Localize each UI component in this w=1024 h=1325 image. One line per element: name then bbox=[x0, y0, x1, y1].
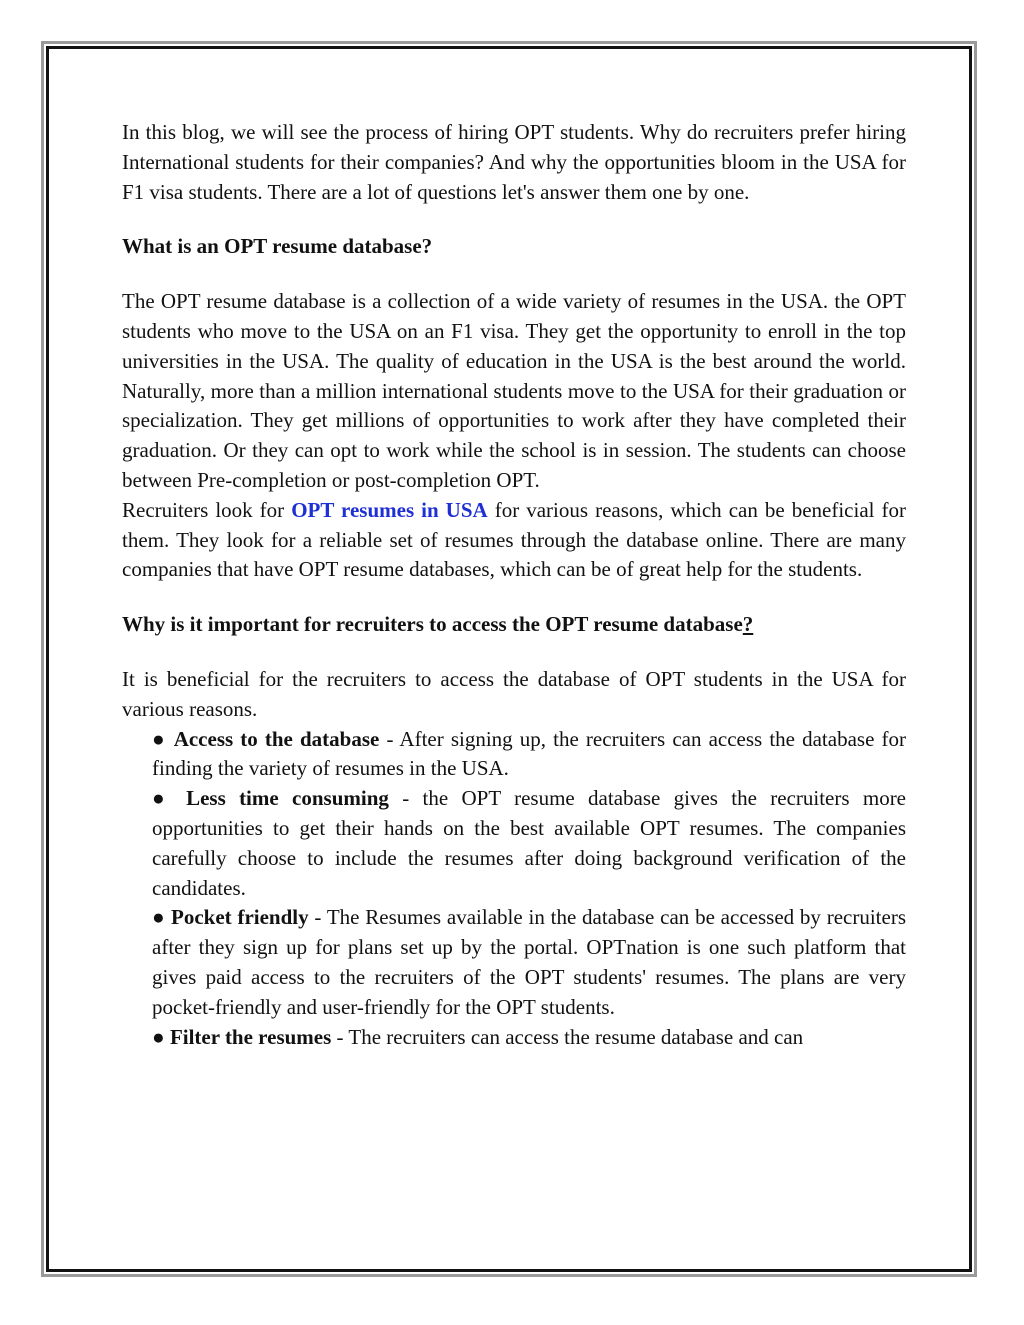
benefits-list bbox=[122, 725, 906, 1053]
bullet-icon: ● bbox=[152, 905, 166, 930]
bullet-icon: ● bbox=[152, 1024, 165, 1049]
list-item bbox=[152, 1023, 906, 1053]
list-item bbox=[152, 784, 906, 903]
list-item bbox=[152, 725, 906, 785]
bullet-title: Access to the database bbox=[173, 726, 380, 751]
opt-resumes-link[interactable]: OPT resumes in USA bbox=[291, 497, 488, 522]
bullet-title: Pocket friendly bbox=[171, 905, 309, 930]
bullet-title: Less time consuming bbox=[186, 786, 389, 811]
section1-heading: What is an OPT resume database? bbox=[122, 234, 433, 259]
section2-heading-mark: ? bbox=[742, 612, 754, 637]
bullet-title: Filter the resumes bbox=[169, 1024, 332, 1049]
bullet-text: - After signing up, the recruiters can access the database for finding the variety of resumes in the USA. bbox=[152, 726, 907, 781]
bullet-text: - the OPT resume database gives the recruiters more opportunities to get their hands on the best available OPT resumes. The companies carefully choose to include the resumes after doing background verification of the candidates. bbox=[152, 786, 907, 900]
bullet-text: - The Resumes available in the database can be accessed by recruiters after they sign up for plans set up by the portal. OPTnation is one such platform that gives paid access to the recruiters of the OPT students' resumes. The plans are very pocket-friendly and user-friendly for the OPT students. bbox=[152, 905, 907, 1019]
section2-heading-text: Why is it important for recruiters to access the OPT resume database bbox=[122, 612, 743, 637]
bullet-icon: ● bbox=[152, 786, 173, 811]
bullet-text: - The recruiters can access the resume database and can bbox=[331, 1024, 804, 1049]
spacer bbox=[122, 585, 906, 610]
section2-intro: It is beneficial for the recruiters to access the database of OPT students in the USA for various reasons. bbox=[122, 666, 906, 721]
recruiters-text-after: for various reasons, which can be beneficial for them. They look for a reliable set of resumes through the database online. There are many companies that have OPT resume databases, which can be of great help for the students. bbox=[122, 497, 906, 582]
section1-paragraph: The OPT resume database is a collection of a wide variety of resumes in the USA. the OPT students who move to the USA on an F1 visa. They get the opportunity to enroll in the top universities in the USA. The quality of education in the USA is the best around the world. Naturally, more than a million international students move to the USA for their graduation or specialization. They get millions of opportunities to work after they have completed their graduation. Or they can opt to work while the school is in session. The students can choose between Pre-completion or post-completion OPT. bbox=[122, 289, 906, 492]
intro-paragraph: In this blog, we will see the process of hiring OPT students. Why do recruiters prefer hiring International students for their companies? And why the opportunities bloom in the USA for F1 visa students. There are a lot of questions let's answer them one by one. bbox=[122, 120, 906, 204]
document-body bbox=[122, 118, 906, 1052]
bullet-icon: ● bbox=[152, 726, 167, 751]
section2-heading bbox=[122, 610, 906, 640]
recruiters-paragraph bbox=[122, 496, 906, 585]
recruiters-text-before: Recruiters look for bbox=[122, 497, 292, 522]
list-item bbox=[152, 903, 906, 1022]
